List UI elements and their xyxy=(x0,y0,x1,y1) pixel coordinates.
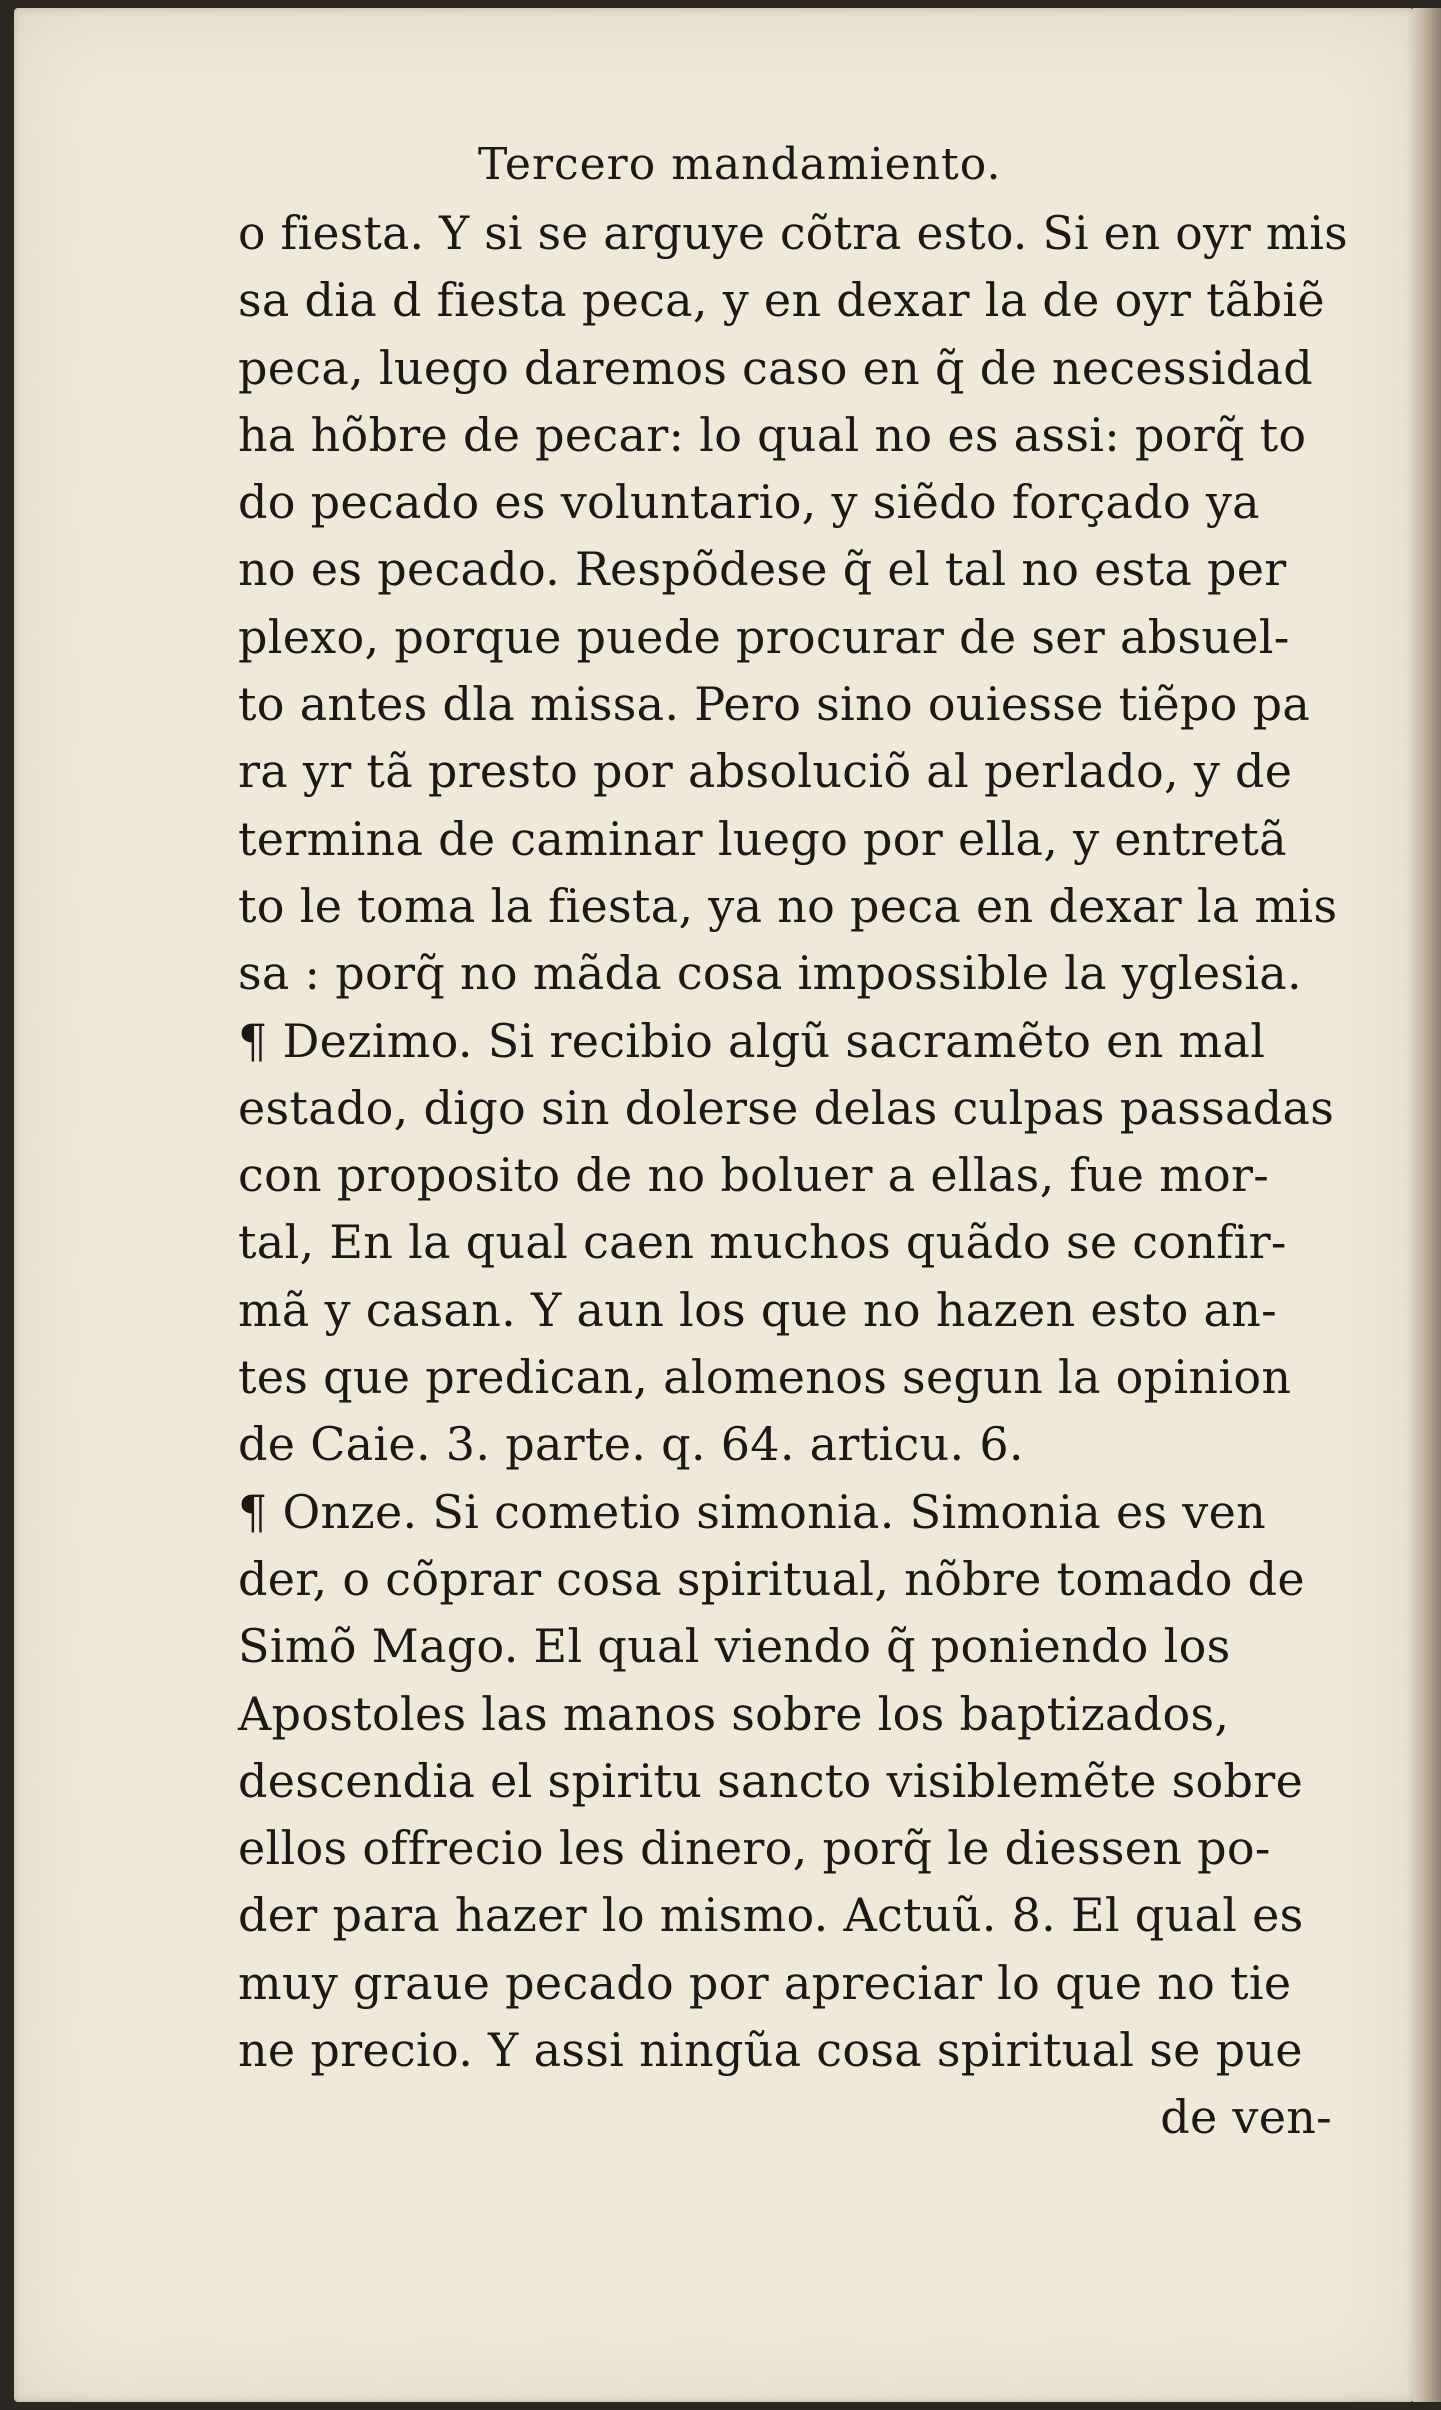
running-head: Tercero mandamiento. xyxy=(478,139,1002,190)
text-line: con proposito de no boluer a ellas, fue mor- xyxy=(238,1148,1270,1203)
text-line: muy graue pecado por apreciar lo que no tie xyxy=(238,1955,1292,2010)
text-line: descendia el spiritu sancto visiblemẽte sobre xyxy=(238,1753,1304,1808)
text-line: do pecado es voluntario, y siẽdo forçado ya xyxy=(238,475,1260,530)
text-line: peca, luego daremos caso en q̃ de necessidad xyxy=(238,340,1313,395)
catchword: de ven- xyxy=(1160,2090,1332,2145)
text-line: Simõ Mago. El qual viendo q̃ poniendo los xyxy=(238,1619,1231,1674)
page-edge xyxy=(1413,8,1441,2402)
text-line: tes que predican, alomenos segun la opinion xyxy=(238,1350,1292,1405)
text-block xyxy=(238,130,1358,2152)
text-line: no es pecado. Respõdese q̃ el tal no esta per xyxy=(238,542,1287,597)
text-line: der, o cõprar cosa spiritual, nõbre tomado de xyxy=(238,1551,1305,1606)
text-line: sa dia d fiesta peca, y en dexar la de oyr tãbiẽ xyxy=(238,273,1325,328)
text-line: sa : porq̃ no mãda cosa impossible la yglesia. xyxy=(238,946,1302,1001)
text-line: termina de caminar luego por ella, y entretã xyxy=(238,811,1287,866)
paragraph-start-line: ¶ Onze. Si cometio simonia. Simonia es ven xyxy=(238,1484,1267,1539)
text-line: to le toma la fiesta, ya no peca en dexar la mis xyxy=(238,878,1338,933)
text-line: tal, En la qual caen muchos quãdo se confir- xyxy=(238,1215,1287,1270)
text-line: Apostoles las manos sobre los baptizados, xyxy=(238,1686,1230,1741)
text-line: ne precio. Y assi ningũa cosa spiritual se pue xyxy=(238,2023,1303,2078)
text-line: plexo, porque puede procurar de ser absuel- xyxy=(238,609,1290,664)
text-line: o fiesta. Y si se arguye cõtra esto. Si en oyr mis xyxy=(238,206,1348,260)
text-line: ha hõbre de pecar: lo qual no es assi: porq̃ to xyxy=(238,407,1307,462)
text-line: ellos offrecio les dinero, porq̃ le diessen po- xyxy=(238,1821,1271,1876)
text-line: estado, digo sin dolerse delas culpas passadas xyxy=(238,1080,1335,1135)
text-line: de Caie. 3. parte. q. 64. articu. 6. xyxy=(238,1417,1024,1472)
text-line: mã y casan. Y aun los que no hazen esto an- xyxy=(238,1282,1278,1337)
text-line: ra yr tã presto por absoluciõ al perlado, y de xyxy=(238,744,1293,799)
paragraph-start-line: ¶ Dezimo. Si recibio algũ sacramẽto en mal xyxy=(238,1013,1266,1068)
text-line: der para hazer lo mismo. Actuũ. 8. El qual es xyxy=(238,1888,1304,1943)
text-line: to antes dla missa. Pero sino ouiesse tiẽpo pa xyxy=(238,677,1311,732)
